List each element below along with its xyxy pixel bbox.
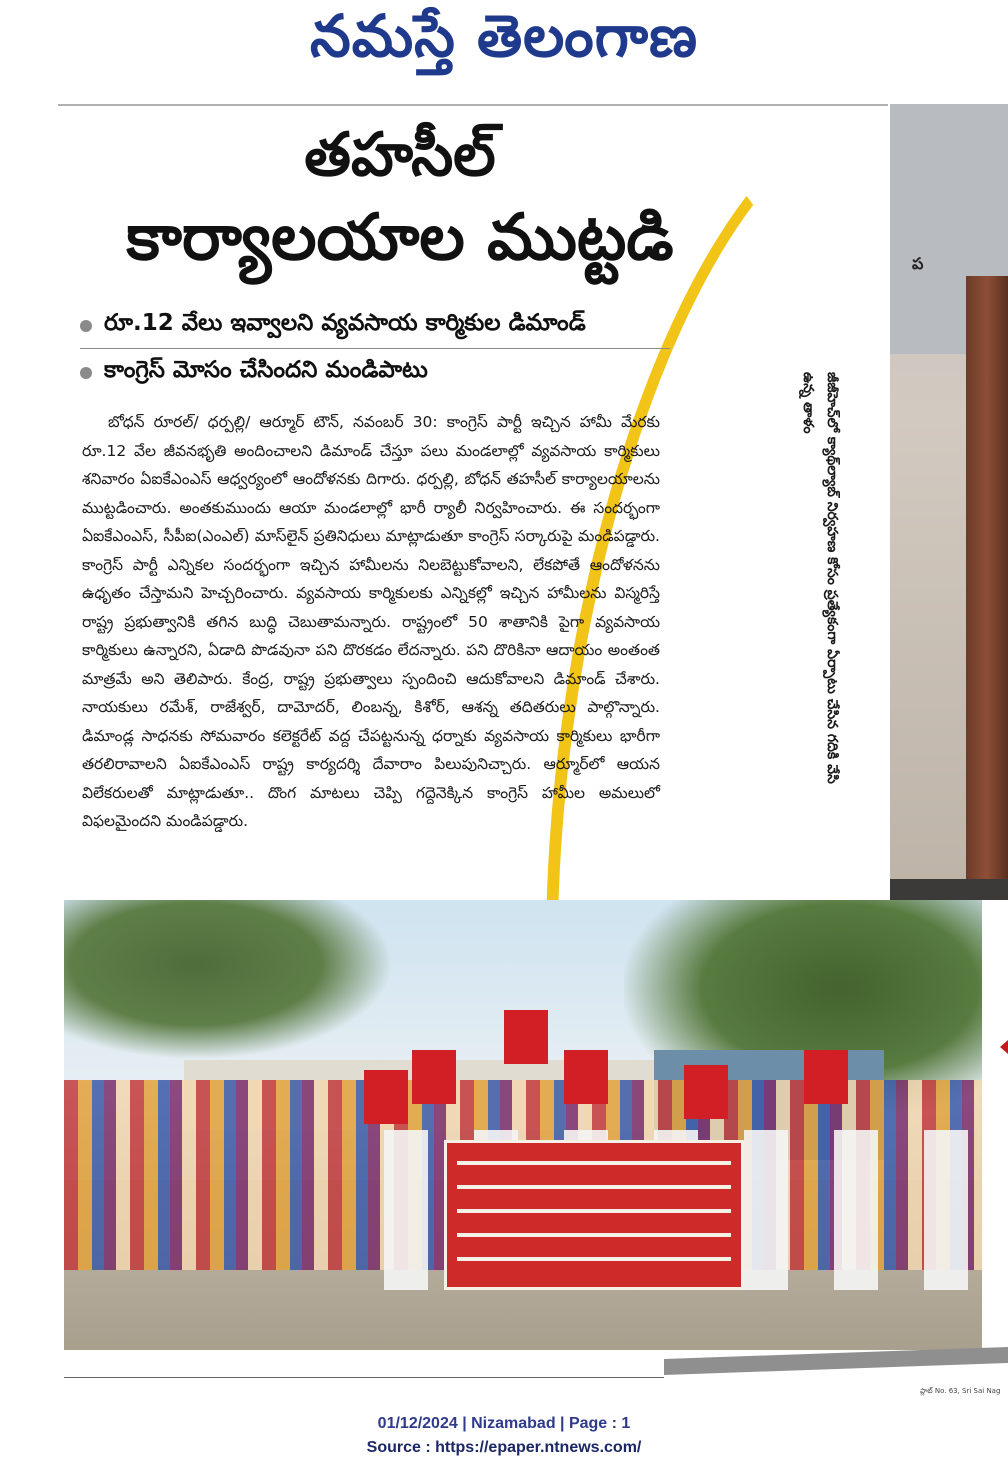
article-body: బోధన్ రూరల్/ ధర్పల్లి/ ఆర్మూర్ టౌన్, నవంబర్ 30: కాంగ్రెస్ పార్టీ ఇచ్చిన హామీ మేరకు రూ.12 వేల జీవనభృతి అందించాలని డిమాండ్ చేస్తూ పలు మండలాల్లో వ్యవసాయ కార్మికులు శనివారం ఏఐకేఎంఎస్ ఆధ్వర్యంలో ఆందోళనకు దిగారు. ధర్పల్లి, బోధన్ తహసీల్ కార్యాలయాలను ముట్టడించారు. అంతకుముందు ఆయా మండలాల్లో భారీ ర్యాలీ నిర్వహించారు. ఈ సందర్భంగా ఏఐకేఎంఎస్, సీపీఐ(ఎంఎల్) మాస్‌లైన్ ప్రతినిధులు మాట్లాడుతూ కాంగ్రెస్ సర్కారుపై మండిపడ్డారు. కాంగ్రెస్ పార్టీ ఎన్నికల సందర్భంగా ఇచ్చిన హామీలను నిలబెట్టుకోవాలని, లేకపోతే ఆందోళనను ఉధృతం చేస్తామని హెచ్చరించారు. వ్యవసాయ కార్మికులకు ఎన్నికల్లో ఇచ్చిన హామీలను విస్మరిస్తే రాష్ట్ర ప్రభుత్వానికి తగిన బుద్ధి చెబుతామన్నారు. రాష్ట్రంలో 50 శాతానికి పైగా వ్యవసాయ కార్మికులు ఉన్నారని, ఏడాది పొడవునా పని దొరకడం లేదన్నారు. పని దొరికినా ఆదాయం అంతంత మాత్రమే అని తెలిపారు. కేంద్ర, రాష్ట్ర ప్రభుత్వాలు స్పందించి ఆదుకోవాలని డిమాండ్ చేశారు. నాయకులు రమేశ్, రాజేశ్వర్, దామోదర్, లింబన్న, కిశోర్, ఆశన్న తదితరులు పాల్గొన్నారు. డిమాండ్ల సాధనకు సోమవారం కలెక్టరేట్ వద్ద చేపట్టనున్న ధర్నాకు వ్యవసాయ కార్మికులు భారీగా తరలిరావాలని ఏఐకేఎంఎస్ రాష్ట్ర కార్యదర్శి దేవారాం పిలుపునిచ్చారు. ఆర్మూర్‌లో ఆయన విలేకరులతో మాట్లాడుతూ.. దొంగ మాటలు చెప్పి గద్దెనెక్కిన కాంగ్రెస్ హామీల అమలులో విఫలమైందని మండిపడ్డారు. [82,413,660,830]
fine-print: ప్లాట్ No. 63, Sri Sai Nag [920,1387,1001,1395]
right-photo-door [966,276,1008,886]
top-rule [58,104,888,106]
photo-trees-left [64,900,394,1060]
bullet-dot-icon [80,367,92,379]
red-flag [412,1050,456,1104]
bullet-dot-icon [80,320,92,332]
bullet-divider [80,348,670,349]
banner-text-strip [457,1185,731,1189]
red-flag [804,1050,848,1104]
right-photo-floor [890,879,1008,900]
red-flag [504,1010,548,1064]
photo-caption-text: జీజీహెచ్‌లో క్యాథ్‌ల్యాబ్ నిర్వహణ కోసం ప్రత్యేకంగా ఏర్పాటు చేసిన గదికి వేసి ఉన్న తాళం [800,372,840,784]
masthead [0,1,1008,82]
banner-text-strip [457,1209,731,1213]
bullet-text: కాంగ్రెస్ మోసం చేసిందని మండిపాటు [104,357,428,383]
bullet-item [80,353,680,393]
bottom-rule [64,1377,664,1378]
bullet-text: రూ.12 వేలు ఇవ్వాలని వ్యవసాయ కార్మికుల డిమాండ్ [104,310,586,336]
bullet-item [80,306,680,346]
protest-banner [444,1140,744,1290]
photo-caption [736,372,856,792]
footer-date-line: 01/12/2024 | Nizamabad | Page : 1 [377,1415,631,1432]
subhead-bullets [80,306,680,393]
red-flag [364,1070,408,1124]
footer-source-line: Source : https://epaper.ntnews.com/ [366,1439,642,1456]
right-photo [890,104,1008,900]
banner-text-strip [457,1257,731,1261]
headline-line-1: తహసీల్ [304,120,496,190]
right-photo-mark: ప [912,254,924,273]
headline-line-2: కార్యాలయాల ముట్టడి [126,201,674,275]
red-flag [684,1065,728,1119]
red-flag [564,1050,608,1104]
red-arrow-icon [1000,1040,1008,1054]
rally-photo [64,900,982,1350]
masthead-title: నమస్తే తెలంగాణ [310,1,698,70]
banner-text-strip [457,1233,731,1237]
banner-text-strip [457,1161,731,1165]
